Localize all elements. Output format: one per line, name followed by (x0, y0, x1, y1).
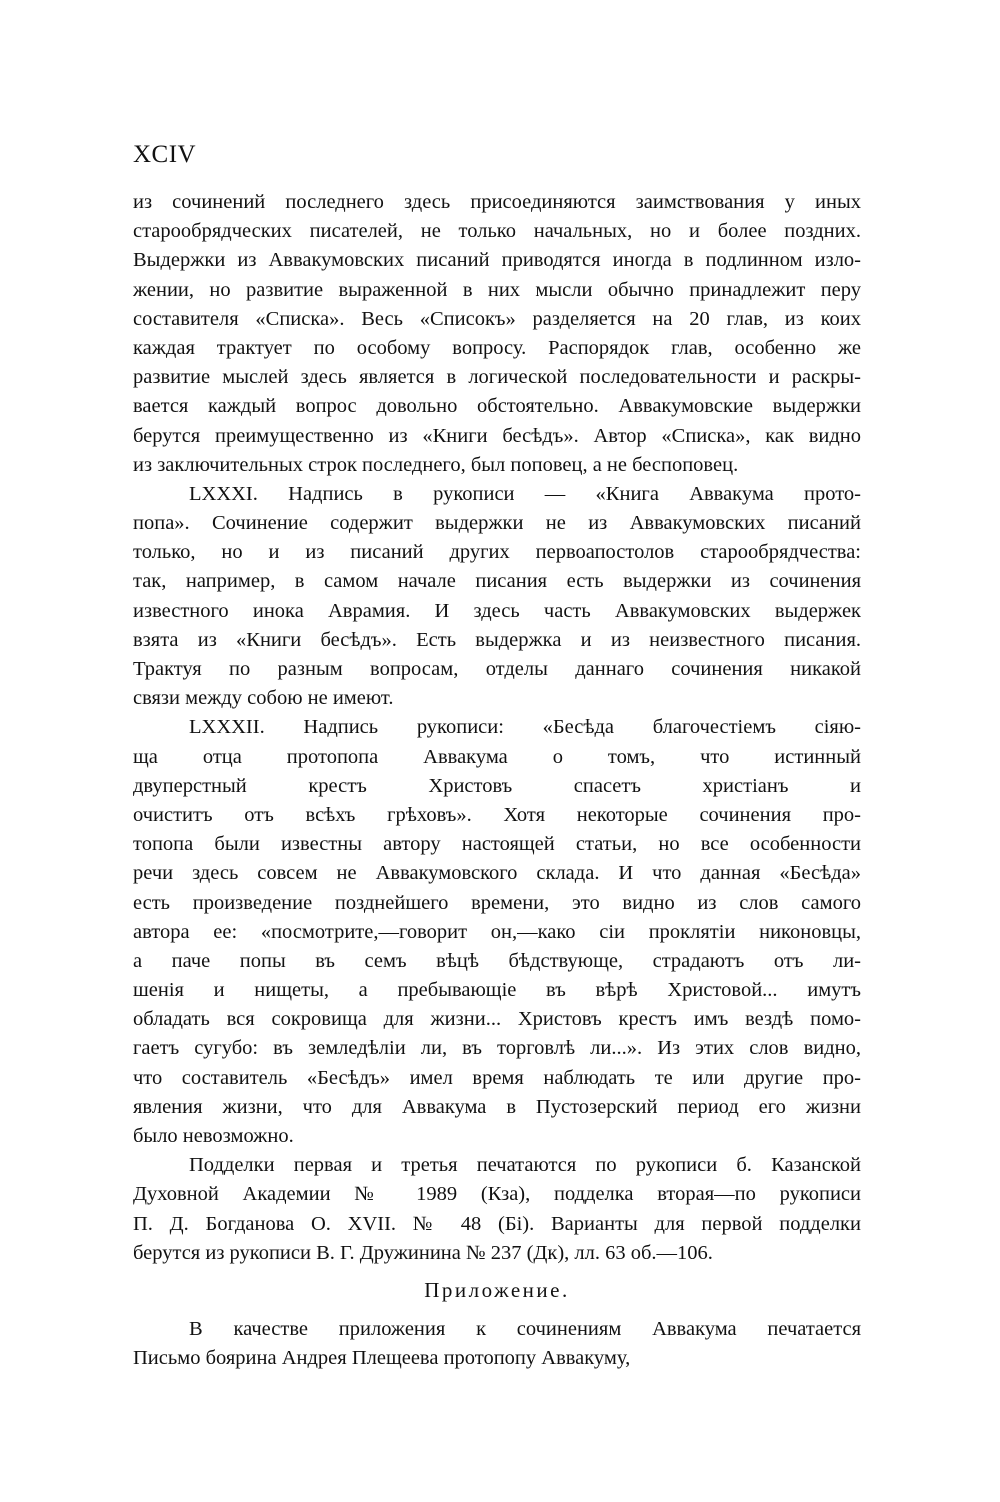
text-line: что составитель «Бесѣдъ» имел время наблюдать те или другие про- (133, 1066, 861, 1089)
text-line: речи здесь совсем не Аввакумовского склада. И что данная «Бесѣда» (133, 862, 861, 885)
text-line: взята из «Книги бесѣдъ». Есть выдержка и из неизвестного писания. (133, 628, 861, 651)
paragraph-lxxxi (133, 480, 861, 714)
text-line: LXXXI. Надпись в рукописи — «Книга Аввакума прото- (189, 482, 861, 505)
text-line: Трактуя по разным вопросам, отделы даннаго сочинения никакой (133, 658, 861, 680)
page-text (133, 188, 861, 1374)
text-line: из заключительных строк последнего, был поповец, а не беспоповец. (133, 453, 739, 476)
text-line: В качестве приложения к сочинениям Аввакума печатается (189, 1318, 861, 1341)
page-number: XCIV (133, 141, 197, 168)
text-line: развитие мыслей здесь является в логической последовательности и раскры- (133, 366, 861, 389)
text-line: берутся из рукописи В. Г. Дружинина № 237 (Дк), лл. 63 об.—106. (133, 1241, 713, 1264)
paragraph-1 (133, 188, 861, 480)
text-line: Духовной Академии № 1989 (Кза), подделка вторая—по рукописи (133, 1183, 861, 1206)
text-line: ща отца протопопа Аввакума о томъ, что истинный (133, 745, 861, 768)
text-line: есть произведение позднейшего времени, это видно из слов самого (133, 891, 861, 914)
text-line: Подделки первая и третья печатаются по рукописи б. Казанской (189, 1154, 861, 1177)
text-line: двуперстный крестъ Христовъ спасетъ христіанъ и (133, 774, 861, 797)
text-line: жении, но развитие выраженной в них мысли обычно принадлежит перу (133, 278, 861, 301)
text-line: топопа были известны автору настоящей статьи, но все особенности (133, 833, 861, 856)
text-line: а паче попы въ семъ вѣцѣ бѣдствующе, страдаютъ отъ ли- (133, 949, 861, 972)
text-line: явления жизни, что для Аввакума в Пустозерский период его жизни (133, 1095, 861, 1118)
text-line: LXXXII. Надпись рукописи: «Бесѣда благочестіемъ сіяю- (189, 716, 861, 739)
paragraph-sources (133, 1151, 861, 1268)
text-line: попа». Сочинение содержит выдержки не из Аввакумовских писаний (133, 512, 861, 535)
text-line: связи между собою не имеют. (133, 687, 394, 710)
text-line: из сочинений последнего здесь присоединяются заимствования у иных (133, 191, 861, 213)
paragraph-appendix (133, 1315, 861, 1373)
paragraph-lxxxii (133, 713, 861, 1151)
section-heading: Приложение. (424, 1277, 570, 1302)
text-line: старообрядческих писателей, не только начальных, но и более поздних. (133, 220, 861, 243)
text-line: составителя «Списка». Весь «Списокъ» разделяется на 20 глав, из коих (133, 307, 861, 330)
text-line: автора ее: «посмотрите,—говорит он,—како сіи проклятіи никоновцы, (133, 920, 861, 943)
text-line: шенія и нищеты, а пребывающіе въ вѣрѣ Христовой... имутъ (133, 979, 861, 1002)
text-line: очиститъ отъ всѣхъ грѣховъ». Хотя некоторые сочинения про- (133, 803, 861, 826)
text-line: так, например, в самом начале писания есть выдержки из сочинения (133, 570, 861, 593)
text-line: каждая трактует по особому вопросу. Распорядок глав, особенно же (133, 336, 861, 359)
text-line: вается каждый вопрос довольно обстоятельно. Аввакумовские выдержки (133, 395, 861, 418)
text-line: Выдержки из Аввакумовских писаний приводятся иногда в подлинном изло- (133, 249, 861, 272)
text-line: гаетъ сугубо: въ земледѣліи ли, въ торговлѣ ли...». Из этих слов видно, (133, 1037, 861, 1060)
text-line: известного инока Аврамия. И здесь часть Аввакумовских выдержек (133, 599, 861, 622)
text-line: Письмо боярина Андрея Плещеева протопопу Аввакуму, (133, 1347, 631, 1370)
text-line: было невозможно. (133, 1125, 294, 1147)
text-line: обладать вся сокровища для жизни... Христовъ крестъ имъ вездѣ помо- (133, 1008, 861, 1031)
text-line: берутся преимущественно из «Книги бесѣдъ». Автор «Списка», как видно (133, 424, 861, 447)
text-line: П. Д. Богданова О. XVII. № 48 (Бі). Варианты для первой подделки (133, 1212, 861, 1235)
text-line: только, но и из писаний других первоапостолов старообрядчества: (133, 541, 861, 564)
